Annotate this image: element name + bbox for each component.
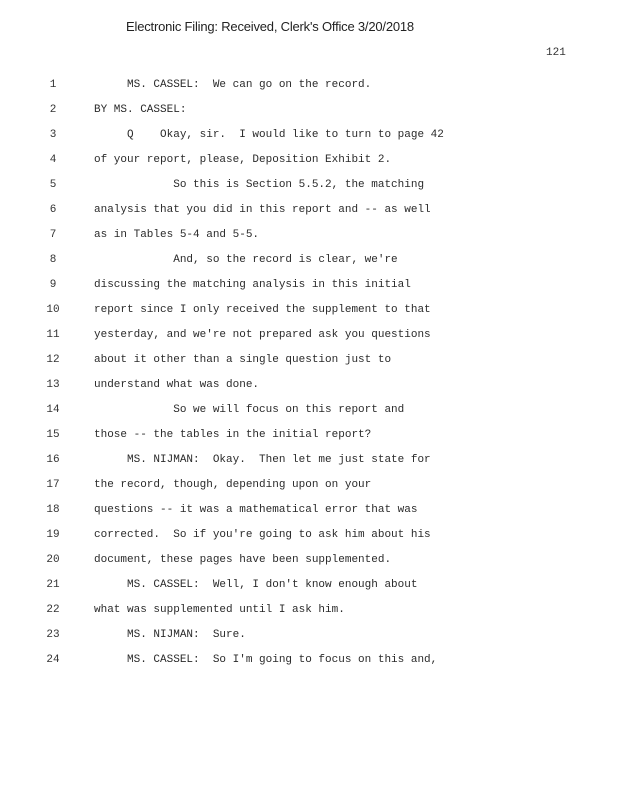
line-text: questions -- it was a mathematical error that was — [94, 504, 418, 516]
line-number: 5 — [49, 179, 57, 191]
line-text: as in Tables 5-4 and 5-5. — [94, 229, 260, 241]
transcript-line — [0, 524, 618, 549]
transcript-line — [0, 349, 618, 374]
line-number: 10 — [46, 304, 60, 316]
transcript-line — [0, 449, 618, 474]
transcript-body — [0, 74, 618, 674]
line-text: report since I only received the supplement to that — [94, 304, 431, 316]
transcript-line — [0, 174, 618, 199]
line-number: 21 — [46, 579, 60, 591]
line-number: 3 — [49, 129, 57, 141]
line-number: 4 — [49, 154, 57, 166]
line-text: corrected. So if you're going to ask him about his — [94, 529, 431, 541]
line-text: MS. CASSEL: So I'm going to focus on this and, — [94, 654, 438, 666]
line-text: MS. CASSEL: We can go on the record. — [94, 79, 372, 91]
line-number: 6 — [49, 204, 57, 216]
transcript-line — [0, 99, 618, 124]
transcript-line — [0, 399, 618, 424]
line-number: 20 — [46, 554, 60, 566]
line-number: 9 — [49, 279, 57, 291]
transcript-line — [0, 149, 618, 174]
page-number: 121 — [546, 47, 566, 59]
line-number: 23 — [46, 629, 60, 641]
line-text: the record, though, depending upon on your — [94, 479, 372, 491]
line-number: 7 — [49, 229, 57, 241]
transcript-line — [0, 199, 618, 224]
transcript-line — [0, 624, 618, 649]
line-number: 18 — [46, 504, 60, 516]
transcript-line — [0, 574, 618, 599]
transcript-line — [0, 599, 618, 624]
transcript-line — [0, 499, 618, 524]
transcript-line — [0, 249, 618, 274]
line-text: document, these pages have been supplemented. — [94, 554, 392, 566]
transcript-line — [0, 124, 618, 149]
line-number: 2 — [49, 104, 57, 116]
line-number: 1 — [49, 79, 57, 91]
transcript-line — [0, 424, 618, 449]
line-text: So this is Section 5.5.2, the matching — [94, 179, 425, 191]
line-text: MS. NIJMAN: Sure. — [94, 629, 246, 641]
line-number: 12 — [46, 354, 60, 366]
line-text: Q Okay, sir. I would like to turn to page 42 — [94, 129, 444, 141]
line-number: 22 — [46, 604, 60, 616]
line-number: 11 — [46, 329, 60, 341]
line-text: So we will focus on this report and — [94, 404, 405, 416]
line-number: 24 — [46, 654, 60, 666]
line-number: 17 — [46, 479, 60, 491]
transcript-line — [0, 274, 618, 299]
line-text: discussing the matching analysis in this initial — [94, 279, 411, 291]
transcript-line — [0, 299, 618, 324]
line-text: understand what was done. — [94, 379, 260, 391]
transcript-line — [0, 324, 618, 349]
transcript-line — [0, 549, 618, 574]
transcript-line — [0, 74, 618, 99]
line-number: 13 — [46, 379, 60, 391]
line-text: And, so the record is clear, we're — [94, 254, 398, 266]
line-text: MS. NIJMAN: Okay. Then let me just state for — [94, 454, 431, 466]
line-text: BY MS. CASSEL: — [94, 104, 187, 116]
line-text: yesterday, and we're not prepared ask you questions — [94, 329, 431, 341]
line-number: 19 — [46, 529, 60, 541]
line-text: of your report, please, Deposition Exhibit 2. — [94, 154, 392, 166]
transcript-line — [0, 374, 618, 399]
line-text: those -- the tables in the initial report? — [94, 429, 372, 441]
filing-stamp: Electronic Filing: Received, Clerk's Office 3/20/2018 — [126, 19, 414, 34]
transcript-line — [0, 649, 618, 674]
transcript-line — [0, 474, 618, 499]
line-text: about it other than a single question just to — [94, 354, 392, 366]
line-number: 8 — [49, 254, 57, 266]
transcript-line — [0, 224, 618, 249]
line-text: what was supplemented until I ask him. — [94, 604, 345, 616]
line-number: 14 — [46, 404, 60, 416]
line-text: MS. CASSEL: Well, I don't know enough about — [94, 579, 418, 591]
line-number: 15 — [46, 429, 60, 441]
line-number: 16 — [46, 454, 60, 466]
line-text: analysis that you did in this report and -- as well — [94, 204, 431, 216]
